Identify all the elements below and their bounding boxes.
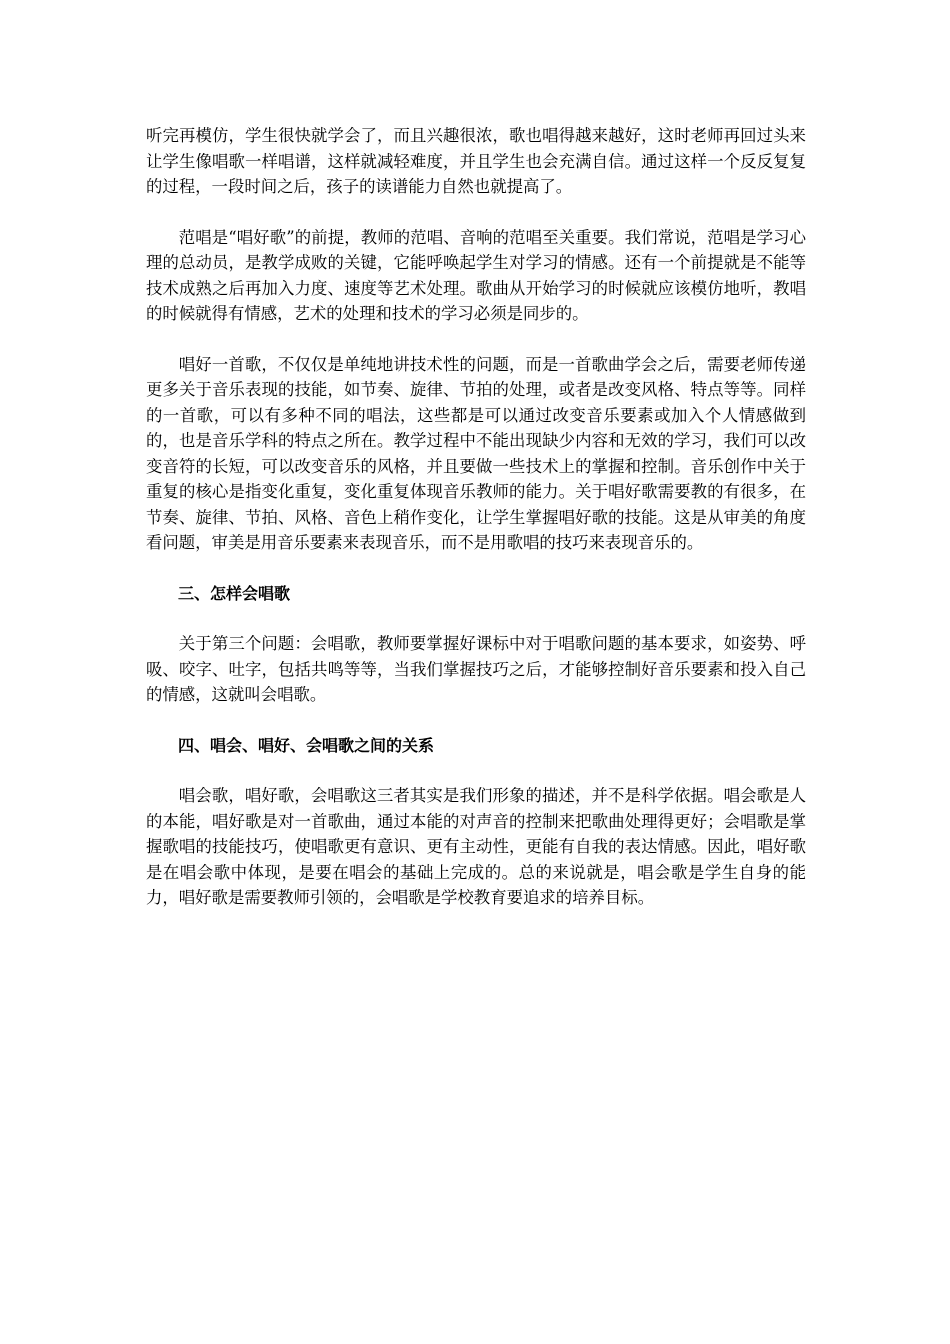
- paragraph-sing-well: 唱好一首歌，不仅仅是单纯地讲技术性的问题，而是一首歌曲学会之后，需要老师传递更多关于音乐表现的技能，如节奏、旋律、节拍的处理，或者是改变风格、特点等等。同样的一首歌，可以有多种不同的唱法，这些都是可以通过改变音乐要素或加入个人情感做到的，也是音乐学科的特点之所在。教学过程中不能出现缺少内容和无效的学习，我们可以改变音符的长短，可以改变音乐的风格，并且要做一些技术上的掌握和控制。音乐创作中关于重复的核心是指变化重复，变化重复体现音乐教师的能力。关于唱好歌需要教的有很多，在节奏、旋律、节拍、风格、音色上稍作变化，让学生掌握唱好歌的技能。这是从审美的角度看问题，审美是用音乐要素来表现音乐，而不是用歌唱的技巧来表现音乐的。: [146, 354, 806, 552]
- paragraph-how-to-sing: 关于第三个问题：会唱歌，教师要掌握好课标中对于唱歌问题的基本要求，如姿势、呼吸、咬字、吐字，包括共鸣等等，当我们掌握技巧之后，才能够控制好音乐要素和投入自己的情感，这就叫会唱歌。: [146, 634, 806, 704]
- paragraph-continuation: 听完再模仿，学生很快就学会了，而且兴趣很浓，歌也唱得越来越好，这时老师再回过头来让学生像唱歌一样唱谱，这样就减轻难度，并且学生也会充满自信。通过这样一个反反复复的过程，一段时间之后，孩子的读谱能力自然也就提高了。: [146, 126, 806, 196]
- paragraph-relationship: 唱会歌，唱好歌，会唱歌这三者其实是我们形象的描述，并不是科学依据。唱会歌是人的本能，唱好歌是对一首歌曲，通过本能的对声音的控制来把歌曲处理得更好；会唱歌是掌握歌唱的技能技巧，使唱歌更有意识、更有主动性，更能有自我的表达情感。因此，唱好歌是在唱会歌中体现，是要在唱会的基础上完成的。总的来说就是，唱会歌是学生自身的能力，唱好歌是需要教师引领的，会唱歌是学校教育要追求的培养目标。: [146, 786, 806, 907]
- section-heading-4: 四、唱会、唱好、会唱歌之间的关系: [178, 735, 435, 755]
- paragraph-model-singing: 范唱是“唱好歌”的前提，教师的范唱、音响的范唱至关重要。我们常说，范唱是学习心理的总动员，是教学成败的关键，它能呼唤起学生对学习的情感。还有一个前提就是不能等技术成熟之后再加入力度、速度等艺术处理。歌曲从开始学习的时候就应该模仿地听，教唱的时候就得有情感，艺术的处理和技术的学习必须是同步的。: [146, 227, 806, 323]
- document-body: [146, 123, 806, 936]
- section-heading-3: 三、怎样会唱歌: [178, 583, 291, 603]
